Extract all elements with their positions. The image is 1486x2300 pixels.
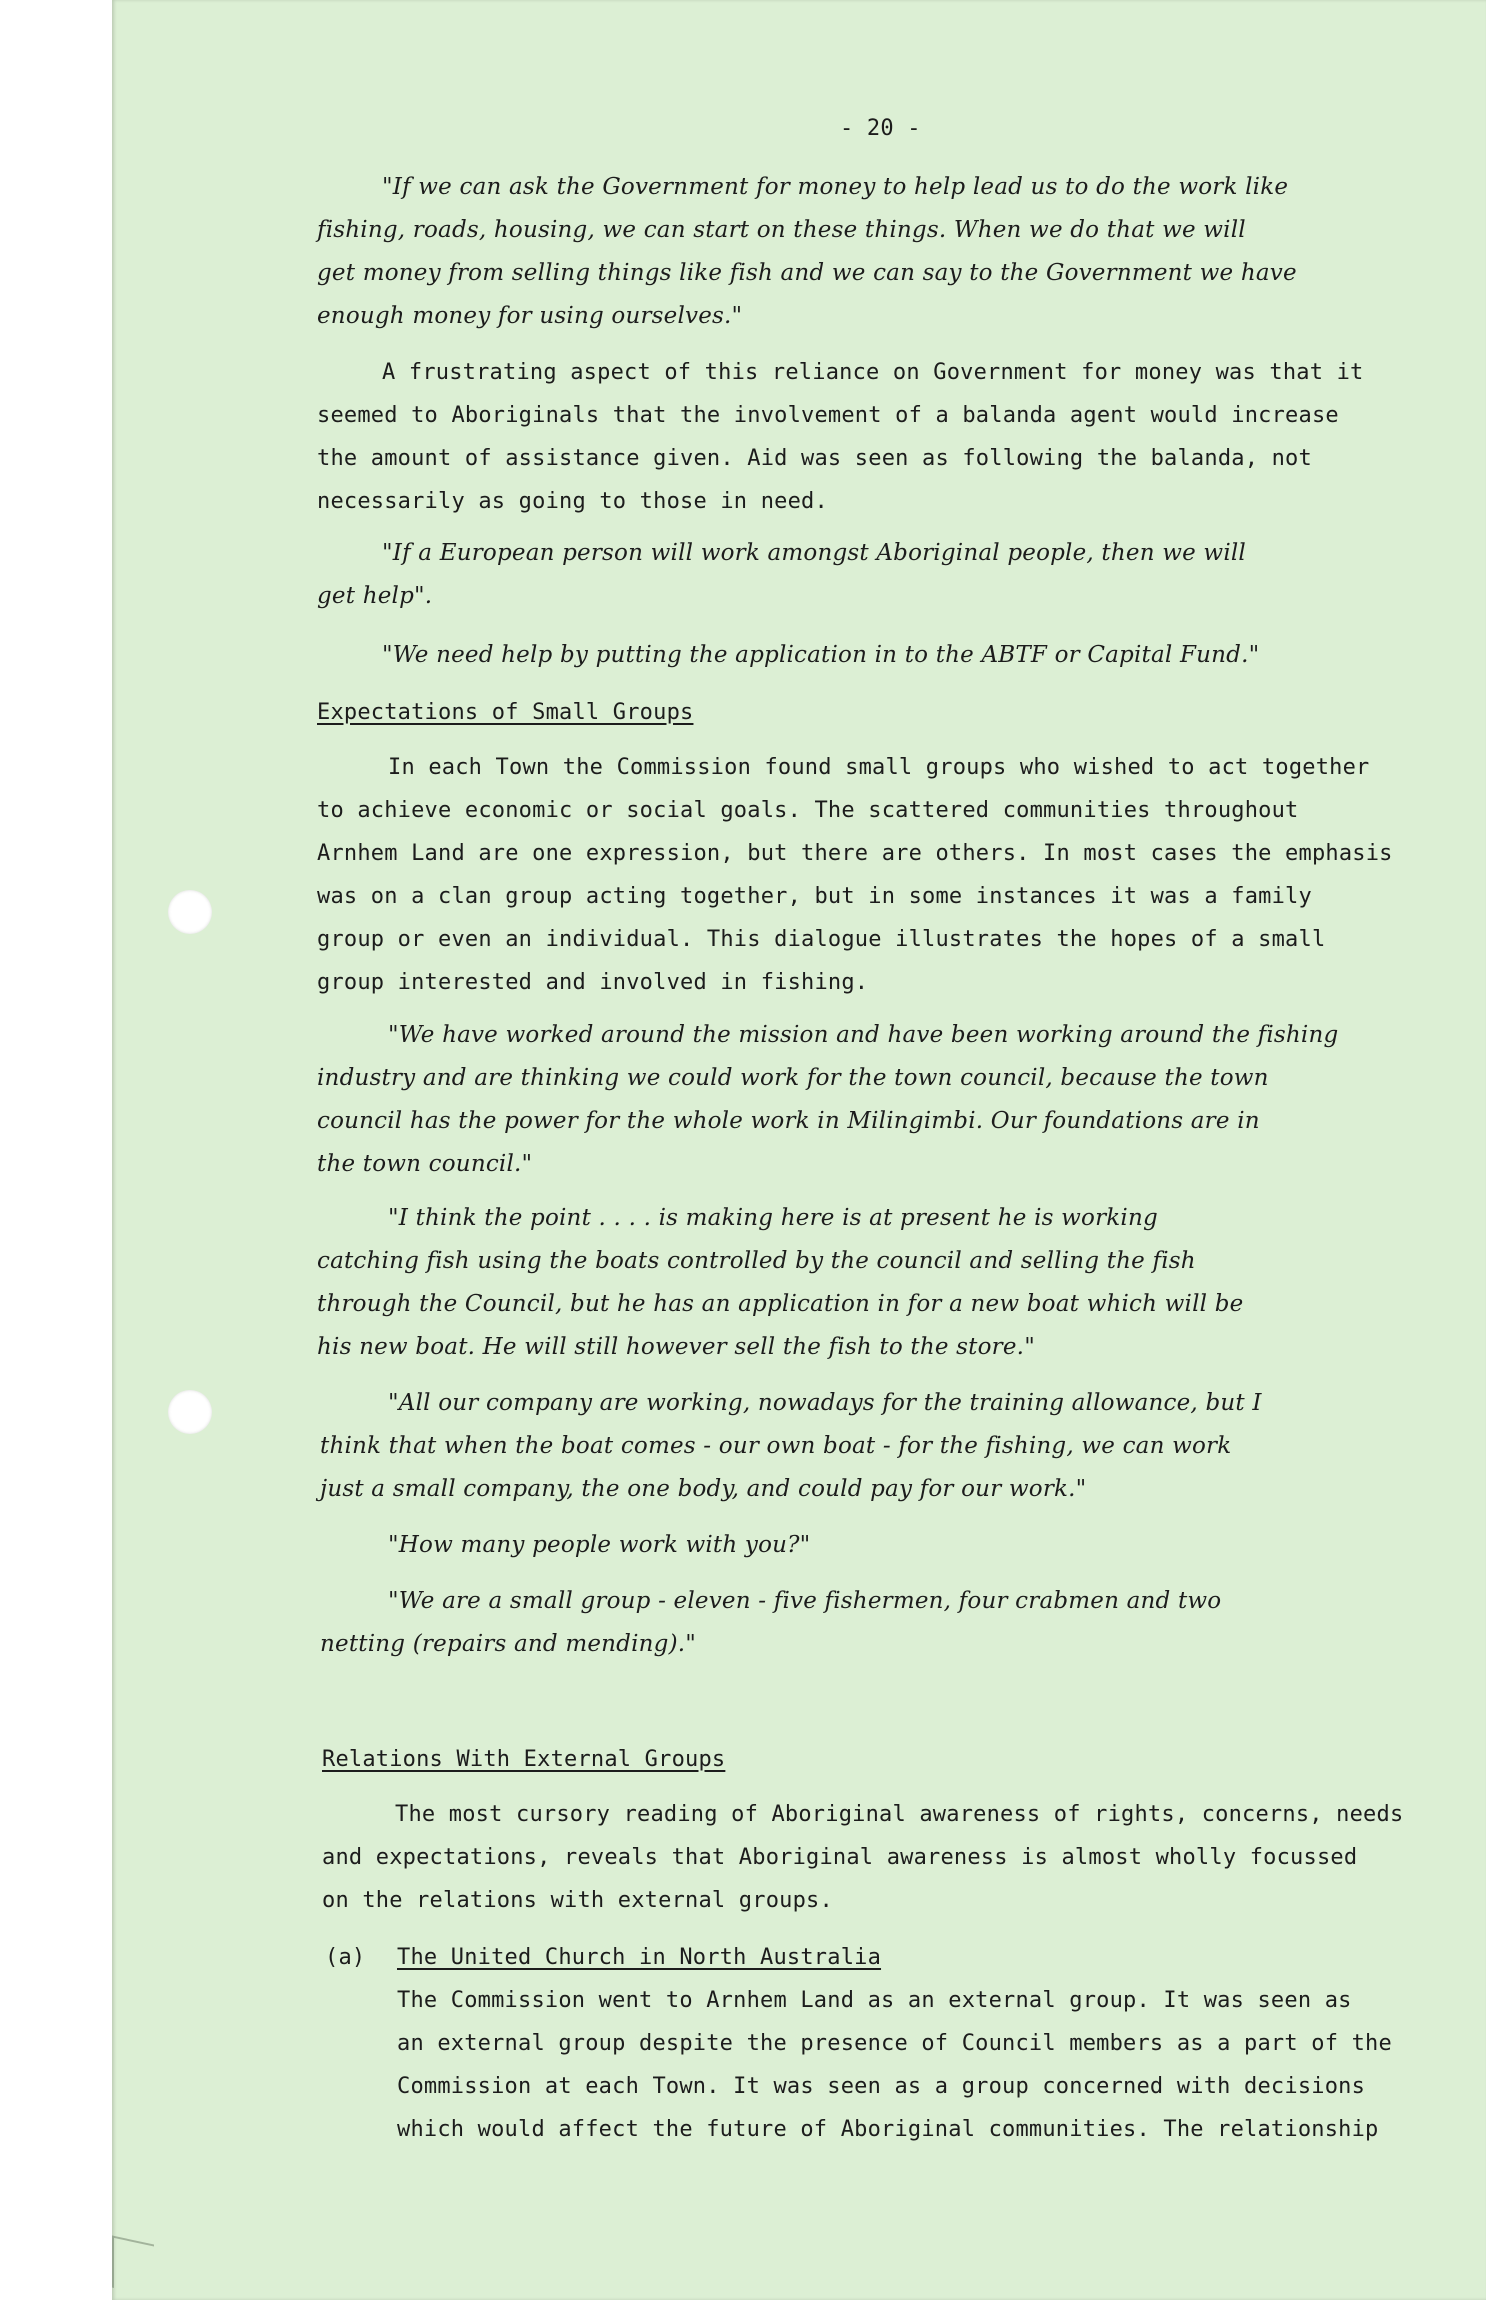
- quote-line: get money from selling things like fish and we can say to the Government we have: [317, 260, 1297, 286]
- text-line: was on a clan group acting together, but in some instances it was a family: [317, 884, 1312, 909]
- quote-line: the town council.": [317, 1151, 533, 1177]
- quote-line: "If a European person will work amongst Aboriginal people, then we will: [382, 540, 1246, 566]
- quote-line: catching fish using the boats controlled by the council and selling the fish: [317, 1248, 1196, 1274]
- quote-line: netting (repairs and mending).": [320, 1631, 697, 1657]
- quote-line: enough money for using ourselves.": [317, 303, 743, 329]
- text-line: on the relations with external groups.: [322, 1888, 833, 1913]
- quote-line: "We are a small group - eleven - five fishermen, four crabmen and two: [388, 1588, 1222, 1614]
- quote-line: think that when the boat comes - our own boat - for the fishing, we can work: [320, 1433, 1232, 1459]
- quote-line: "We need help by putting the application in to the ABTF or Capital Fund.": [382, 642, 1260, 668]
- text-line: The Commission went to Arnhem Land as an external group. It was seen as: [397, 1988, 1352, 2013]
- text-line: which would affect the future of Aboriginal communities. The relationship: [397, 2117, 1379, 2142]
- text-line: In each Town the Commission found small groups who wished to act together: [388, 755, 1370, 780]
- section-heading: The United Church in North Australia: [397, 1945, 882, 1970]
- text-line: seemed to Aboriginals that the involvement of a balanda agent would increase: [317, 403, 1339, 428]
- text-line: (a): [325, 1945, 366, 1970]
- quote-line: fishing, roads, housing, we can start on these things. When we do that we will: [317, 217, 1246, 243]
- quote-line: industry and are thinking we could work for the town council, because the town: [317, 1065, 1269, 1091]
- quote-line: his new boat. He will still however sell the fish to the store.": [317, 1334, 1035, 1360]
- text-line: group interested and involved in fishing.: [317, 970, 869, 995]
- quote-line: through the Council, but he has an application in for a new boat which will be: [317, 1291, 1244, 1317]
- text-line: group or even an individual. This dialogue illustrates the hopes of a small: [317, 927, 1326, 952]
- text-line: and expectations, reveals that Aboriginal awareness is almost wholly focussed: [322, 1845, 1358, 1870]
- text-line: Commission at each Town. It was seen as a group concerned with decisions: [397, 2074, 1366, 2099]
- page-number: - 20 -: [840, 116, 921, 141]
- text-line: to achieve economic or social goals. The scattered communities throughout: [317, 798, 1299, 823]
- text-line: Arnhem Land are one expression, but there are others. In most cases the emphasis: [317, 841, 1393, 866]
- text-line: The most cursory reading of Aboriginal awareness of rights, concerns, needs: [395, 1802, 1404, 1827]
- quote-line: get help".: [317, 583, 433, 609]
- text-line: A frustrating aspect of this reliance on Government for money was that it: [382, 360, 1364, 385]
- quote-line: "I think the point . . . . is making here is at present he is working: [388, 1205, 1158, 1231]
- quote-line: "How many people work with you?": [388, 1532, 811, 1558]
- section-heading: Expectations of Small Groups: [317, 700, 694, 725]
- quote-line: council has the power for the whole work in Milingimbi. Our foundations are in: [317, 1108, 1260, 1134]
- text-line: the amount of assistance given. Aid was seen as following the balanda, not: [317, 446, 1312, 471]
- quote-line: just a small company, the one body, and could pay for our work.": [320, 1476, 1087, 1502]
- quote-line: "All our company are working, nowadays for the training allowance, but I: [388, 1390, 1262, 1416]
- text-line: an external group despite the presence of Council members as a part of the: [397, 2031, 1392, 2056]
- text-line: necessarily as going to those in need.: [317, 489, 828, 514]
- quote-line: "If we can ask the Government for money to help lead us to do the work like: [382, 174, 1289, 200]
- section-heading: Relations With External Groups: [322, 1747, 726, 1772]
- quote-line: "We have worked around the mission and have been working around the fishing: [388, 1022, 1339, 1048]
